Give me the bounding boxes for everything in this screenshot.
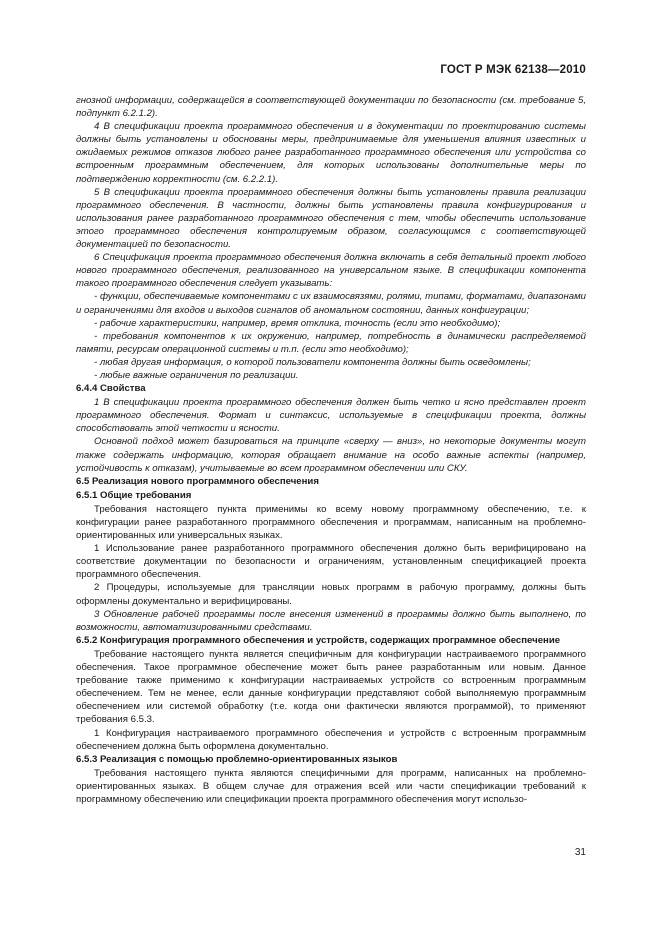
paragraph: 1 В спецификации проекта программного обеспечения должен быть четко и ясно представлен проект программного обеспечения. Формат и синтаксис, используемые в спецификации проекта, должны способствовать этой четкости и ясности. — [76, 397, 586, 435]
paragraph: 1 Использование ранее разработанного программного обеспечения должно быть верифицировано на соответствие документации по безопасности и ограничениям, установленным спецификацией проекта программного обеспечения. — [76, 543, 586, 581]
paragraph: - любая другая информация, о которой пользователи компонента должны быть осведомлены; — [94, 356, 531, 368]
paragraph: - рабочие характеристики, например, время отклика, точность (если это необходимо); — [94, 317, 501, 329]
paragraph: 6 Спецификация проекта программного обеспечения должна включать в себя детальный проект любого нового программного обеспечения, реализованного на универсальном языке. В спецификации компонента такого программного обеспечения следует указывать: — [76, 252, 586, 290]
paragraph: 5 В спецификации проекта программного обеспечения должны быть установлены правила реализации программного обеспечения. В частности, должны быть установлены правила конфигурирования и использования ранее разработанного программного обеспечения с тем, чтобы обеспечить использование этого программного обеспечения контролируемым образом, согласующимся с соответствующей документацией по безопасности. — [76, 186, 586, 251]
section-heading: 6.5 Реализация нового программного обеспечения — [76, 475, 319, 487]
paragraph: 3 Обновление рабочей программы после внесения изменений в программы должно быть выполнено, по возможности, автоматизированными средствами. — [76, 608, 586, 633]
paragraph: Требования настоящего пункта являются специфичными для программ, написанных на проблемно-ориентированных языках. В общем случае для отражения всей или части спецификации требований к программному обеспечению или спецификации проекта программного обеспечения могут использо- — [76, 767, 586, 805]
page-number: 31 — [574, 847, 586, 858]
document-body — [76, 94, 586, 806]
paragraph: Требования настоящего пункта применимы ко всему новому программному обеспечению, т.е. к конфигурации ранее разработанного программного обеспечения и программам, написанным на проблемно-ориентированных или универсальных языках. — [76, 503, 586, 542]
paragraph: Требование настоящего пункта является специфичным для конфигурации настраиваемого программного обеспечения. Такое программное обеспечение может быть ранее разработанным или новым. Данное требование также применимо к конфигурации настраиваемых устройств со встроенным программным обеспечением. Тем не менее, если данные конфигурации представляют собой выполняемую программным обеспечением или системой обработку (т.е. когда они фактически являются программой), то применяют требования 6.5.3. — [76, 648, 586, 726]
paragraph: Основной подход может базироваться на принципе «сверху — вниз», но некоторые документы могут также содержать информацию, которая обращает внимание на особо важные аспекты (например, устойчивость к отказам), учитываемые во всем программном обеспечении или СКУ. — [76, 436, 586, 474]
paragraph: 2 Процедуры, используемые для трансляции новых программ в рабочую программу, должны быть оформлены документально и верифицированы. — [76, 582, 586, 607]
standard-header: ГОСТ Р МЭК 62138—2010 — [440, 64, 586, 76]
paragraph: - требования компонентов к их окружению, например, потребность в динамически распределяемой памяти, ресурсам операционной системы и т.п. (если это необходимо); — [76, 330, 586, 355]
section-heading: 6.5.3 Реализация с помощью проблемно-ориентированных языков — [76, 753, 398, 765]
paragraph: 1 Конфигурация настраиваемого программного обеспечения и устройств с встроенным программным обеспечением должна быть оформлена документально. — [76, 727, 586, 752]
paragraph: гнозной информации, содержащейся в соответствующей документации по безопасности (см. требование 5, подпункт 6.2.1.2). — [76, 95, 586, 120]
section-heading: 6.5.2 Конфигурация программного обеспечения и устройств, содержащих программное обеспечение — [76, 634, 561, 646]
paragraph: - любые важные ограничения по реализации. — [94, 369, 299, 381]
section-heading: 6.5.1 Общие требования — [76, 489, 192, 501]
paragraph: - функции, обеспечиваемые компонентами с их взаимосвязями, ролями, типами, форматами, диапазонами и ограничениями для входов и выходов сигналов об аномальном состоянии, данных конфигурации; — [76, 291, 586, 316]
paragraph: 4 В спецификации проекта программного обеспечения и в документации по проектированию системы должны быть установлены и обоснованы меры, предпринимаемые для уменьшения влияния известных и ожидаемых режимов отказов любого ранее разработанного программного обеспечения или устройства со встроенным программным обеспечением, для которых использованы дополнительные меры по подтверждению корректности (см. 6.2.2.1). — [76, 121, 586, 185]
section-heading: 6.4.4 Свойства — [76, 383, 146, 395]
